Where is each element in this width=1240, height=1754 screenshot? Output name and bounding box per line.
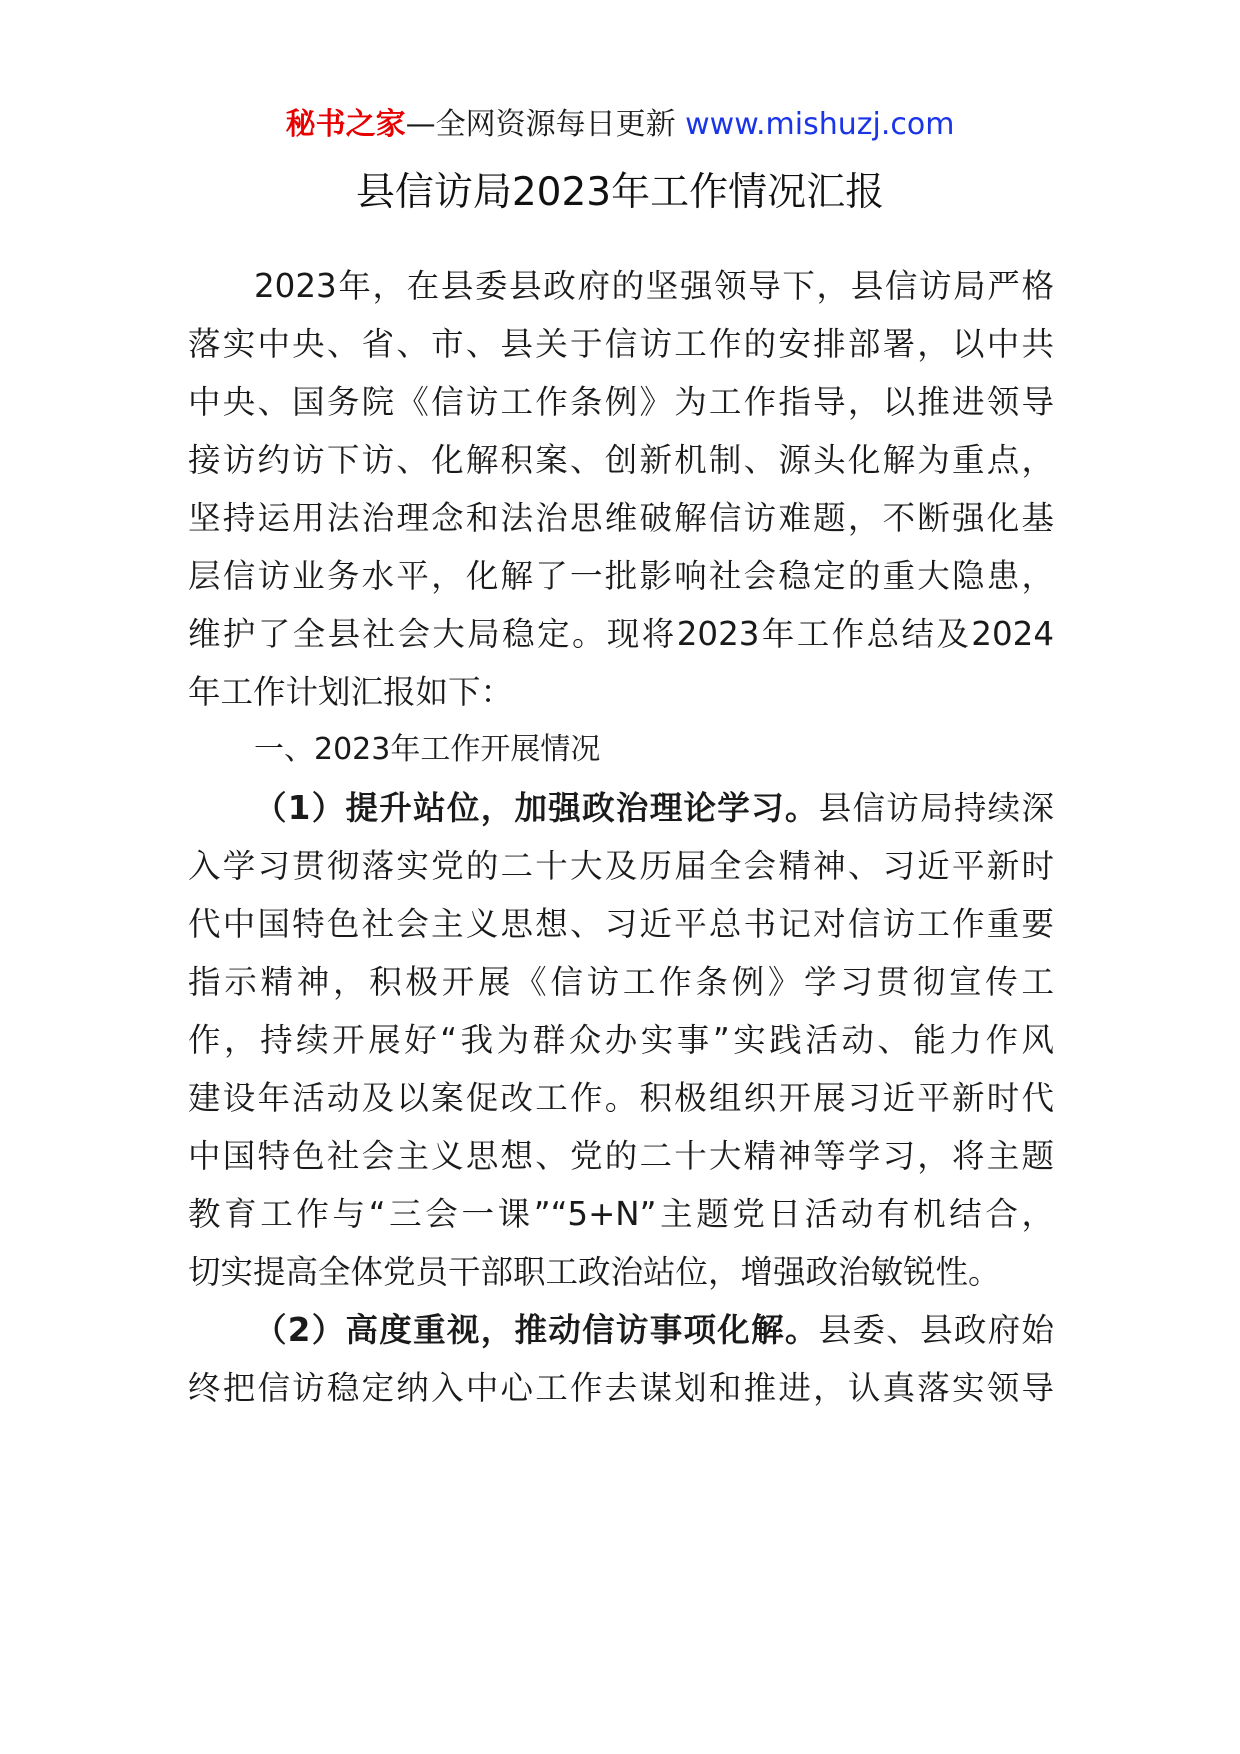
item-text: 县信访局持续深 xyxy=(818,789,1054,827)
item-first-line xyxy=(254,1304,1054,1356)
paragraph-line: 坚持运用法治理念和法治思维破解信访难题，不断强化基 xyxy=(188,499,1054,537)
site-banner xyxy=(0,100,1240,150)
item-heading: （2）高度重视，推动信访事项化解。 xyxy=(254,1311,819,1349)
paragraph-line: 层信访业务水平，化解了一批影响社会稳定的重大隐患， xyxy=(188,557,1054,595)
paragraph-line: 中央、国务院《信访工作条例》为工作指导，以推进领导 xyxy=(188,383,1054,421)
site-url[interactable]: www.mishuzj.com xyxy=(685,107,955,142)
item-text: 县委、县政府始 xyxy=(818,1311,1054,1349)
banner-slogan: —全网资源每日更新 xyxy=(405,107,676,142)
paragraph-line: 作，持续开展好“我为群众办实事”实践活动、能力作风 xyxy=(188,1021,1054,1059)
paragraph-line: 教育工作与“三会一课”“5+N”主题党日活动有机结合， xyxy=(188,1195,1054,1233)
paragraph-line: 代中国特色社会主义思想、习近平总书记对信访工作重要 xyxy=(188,905,1054,943)
item-first-line xyxy=(254,782,1054,834)
paragraph-line: 年工作计划汇报如下： xyxy=(188,673,514,711)
paragraph-line: 维护了全县社会大局稳定。现将2023年工作总结及2024 xyxy=(188,615,1054,653)
item-heading: （1）提升站位，加强政治理论学习。 xyxy=(254,789,819,827)
section-heading: 一、2023年工作开展情况 xyxy=(254,732,601,767)
paragraph-line: 指示精神，积极开展《信访工作条例》学习贯彻宣传工 xyxy=(188,963,1054,1001)
paragraph-line: 中国特色社会主义思想、党的二十大精神等学习，将主题 xyxy=(188,1137,1054,1175)
paragraph-line: 终把信访稳定纳入中心工作去谋划和推进，认真落实领导 xyxy=(188,1369,1054,1407)
brand-name: 秘书之家 xyxy=(285,107,406,142)
paragraph-line: 2023年，在县委县政府的坚强领导下，县信访局严格 xyxy=(254,267,1054,305)
paragraph-line: 入学习贯彻落实党的二十大及历届全会精神、习近平新时 xyxy=(188,847,1054,885)
paragraph-line: 落实中央、省、市、县关于信访工作的安排部署，以中共 xyxy=(188,325,1054,363)
paragraph-line: 建设年活动及以案促改工作。积极组织开展习近平新时代 xyxy=(188,1079,1054,1117)
document-title: 县信访局2023年工作情况汇报 xyxy=(355,170,885,215)
paragraph-line: 切实提高全体党员干部职工政治站位，增强政治敏锐性。 xyxy=(188,1253,1001,1291)
paragraph-line: 接访约访下访、化解积案、创新机制、源头化解为重点， xyxy=(188,441,1054,479)
